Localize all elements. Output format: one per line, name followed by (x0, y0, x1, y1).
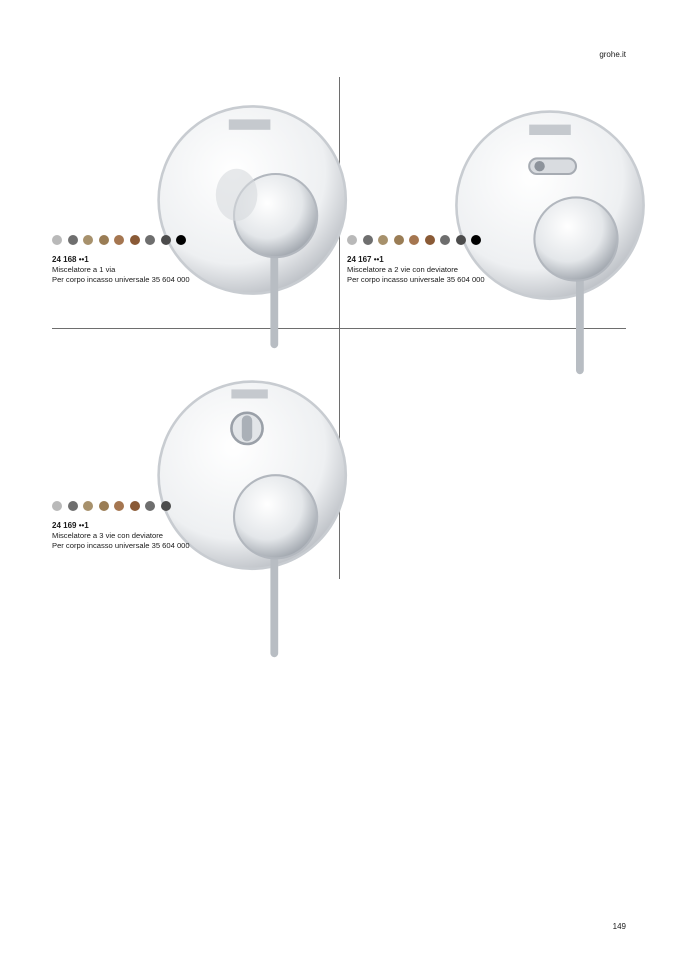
finish-swatch[interactable] (68, 235, 78, 245)
finish-swatch[interactable] (114, 501, 124, 511)
page-number: 149 (612, 922, 626, 931)
finish-swatch[interactable] (130, 235, 140, 245)
finish-swatch[interactable] (363, 235, 373, 245)
product-code: 24 168 ••1 (52, 255, 89, 264)
product-note: Per corpo incasso universale 35 604 000 (52, 275, 190, 284)
finish-swatch[interactable] (471, 235, 481, 245)
finish-swatch[interactable] (99, 501, 109, 511)
site-url: grohe.it (599, 50, 626, 59)
product-name: Miscelatore a 3 vie con deviatore (52, 531, 164, 540)
product-code: 24 167 ••1 (347, 255, 384, 264)
finish-swatch[interactable] (83, 235, 93, 245)
finish-swatch[interactable] (130, 501, 140, 511)
finish-swatches (347, 235, 481, 245)
finish-swatch[interactable] (161, 235, 171, 245)
finish-swatch[interactable] (378, 235, 388, 245)
finish-swatch[interactable] (176, 235, 186, 245)
finish-swatch[interactable] (347, 235, 357, 245)
finish-swatch[interactable] (394, 235, 404, 245)
finish-swatch[interactable] (68, 501, 78, 511)
finish-swatch[interactable] (409, 235, 419, 245)
finish-swatch[interactable] (425, 235, 435, 245)
finish-swatch[interactable] (161, 501, 171, 511)
product-note: Per corpo incasso universale 35 604 000 (52, 541, 190, 550)
finish-swatch[interactable] (99, 235, 109, 245)
finish-swatch[interactable] (114, 235, 124, 245)
finish-swatch[interactable] (145, 235, 155, 245)
product-note: Per corpo incasso universale 35 604 000 (347, 275, 485, 284)
finish-swatches (52, 501, 171, 511)
product-name: Miscelatore a 1 via (52, 265, 116, 274)
product-code: 24 169 ••1 (52, 521, 89, 530)
finish-swatch[interactable] (440, 235, 450, 245)
finish-swatch[interactable] (83, 501, 93, 511)
product-name: Miscelatore a 2 vie con deviatore (347, 265, 459, 274)
finish-swatches (52, 235, 186, 245)
finish-swatch[interactable] (52, 501, 62, 511)
finish-swatch[interactable] (52, 235, 62, 245)
finish-swatch[interactable] (145, 501, 155, 511)
finish-swatch[interactable] (456, 235, 466, 245)
